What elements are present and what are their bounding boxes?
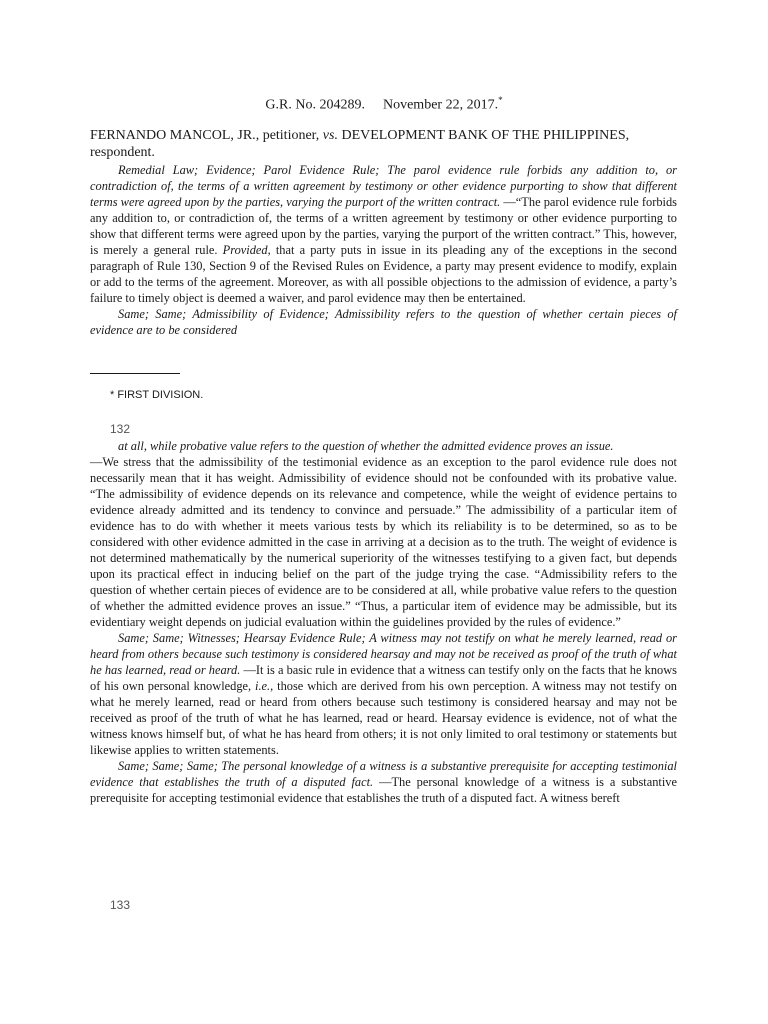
case-parties (90, 127, 690, 161)
petitioner-name: FERNANDO MANCOL, JR. (90, 128, 256, 143)
syllabus-heading-cont: at all, while probative value refers to the question of whether the admitted evidence proves an issue. (118, 439, 614, 453)
respondent-role: respondent. (90, 145, 155, 160)
petitioner-role: , petitioner, (255, 128, 323, 143)
syllabus-paragraph-parol (90, 162, 677, 306)
footnote-divider (90, 373, 180, 374)
footnote-marker: * (498, 95, 503, 105)
syllabus-text-parol-a: —“The parol evidence rule forbids any addition to, or contradiction of, the terms of a written agreement by testimony or other evidence purporting to show that different terms were agreed upon by the parties, varying the purport of the written contract.” This, however, is merely a general rule. (90, 195, 677, 257)
syllabus-paragraph-hearsay (90, 630, 677, 758)
syllabus-block-1 (90, 162, 677, 338)
syllabus-text-hearsay-b: , those which are derived from his own perception. A witness may not testify on what he merely learned, read or heard from others because such testimony is considered hearsay and may not be received as proof of the truth of what he has learned, read or heard. Hearsay evidence is evidence, not of what the witness knows himself but, of what he has heard from others; it is not only limited to oral testimony or statements but likewise applies to written statements. (90, 679, 677, 757)
syllabus-text-weight: —We stress that the admissibility of the testimonial evidence as an exception to the parol evidence rule does not necessarily mean that it has weight. Admissibility of evidence should not be confounded with its probative value. “The admissibility of evidence depends on its relevance and competence, while the weight of evidence pertains to evidence already admitted and its tendency to convince and persuade.” The admissibility of a particular item of evidence has to do with whether it meets various tests by which its reliability is to be determined, so as to be considered with other evidence admitted in the case in arriving at a decision as to the truth. The weight of evidence is not determined mathematically by the numerical superiority of the witnesses testifying to a given fact, but depends upon its practical effect in inducing belief on the part of the judge trying the case. “Admissibility refers to the question of whether certain pieces of evidence are to be considered at all, while probative value refers to the question of whether the admitted evidence proves an issue.” “Thus, a particular item of evidence may be admissible, but its evidentiary weight depends on judicial evaluation within the guidelines provided by the rules of evidence.” (90, 455, 677, 629)
respondent-name: DEVELOPMENT BANK OF THE PHILIPPINES, (337, 128, 630, 143)
syllabus-text-hearsay-a: —It is a basic rule in evidence that a witness can testify only on the facts that he knows of his own personal knowledge, (90, 663, 677, 693)
provided-term: Provided (222, 243, 268, 257)
syllabus-heading-personal-knowledge: Same; Same; Same; The personal knowledge of a witness is a substantive prerequisite for accepting testimonial evidence that establishes the truth of a disputed fact. (90, 759, 677, 789)
syllabus-heading-hearsay: Same; Same; Witnesses; Hearsay Evidence Rule; A witness may not testify on what he merely learned, read or heard from others because such testimony is considered hearsay and may not be received as proof of the truth of what he has learned, read or heard. (90, 631, 677, 677)
syllabus-text-personal-knowledge: —The personal knowledge of a witness is a substantive prerequisite for accepting testimonial evidence that establishes the truth of a disputed fact. A witness bereft (90, 775, 677, 805)
syllabus-text-parol-b: , that a party puts in issue in its pleading any of the exceptions in the second paragraph of Rule 130, Section 9 of the Revised Rules on Evidence, a party may present evidence to modify, explain or add to the terms of the agreement. Moreover, as with all possible objections to the admission of evidence, a party’s failure to timely object is deemed a waiver, and parol evidence may then be entertained. (90, 243, 677, 305)
syllabus-heading-parol: Remedial Law; Evidence; Parol Evidence Rule; The parol evidence rule forbids any addition to, or contradiction of, the terms of a written agreement by testimony or other evidence purporting to show that different terms were agreed upon by the parties, varying the purport of the written contract. (90, 163, 677, 209)
case-number: G.R. No. 204289. (265, 97, 365, 113)
versus: vs. (322, 128, 338, 143)
ie-term: i.e. (255, 679, 271, 693)
syllabus-paragraph-admissibility (90, 306, 677, 338)
case-date: November 22, 2017. (382, 97, 499, 113)
syllabus-block-2 (90, 438, 677, 806)
page-number-133: 133 (110, 898, 131, 912)
case-header (0, 95, 768, 114)
footnote: * FIRST DIVISION. (110, 389, 204, 401)
syllabus-heading-admissibility: Same; Same; Admissibility of Evidence; Admissibility refers to the question of whether certain pieces of evidence are to be considered (90, 307, 677, 337)
syllabus-paragraph-personal-knowledge (90, 758, 677, 806)
page-number-132: 132 (110, 422, 131, 436)
